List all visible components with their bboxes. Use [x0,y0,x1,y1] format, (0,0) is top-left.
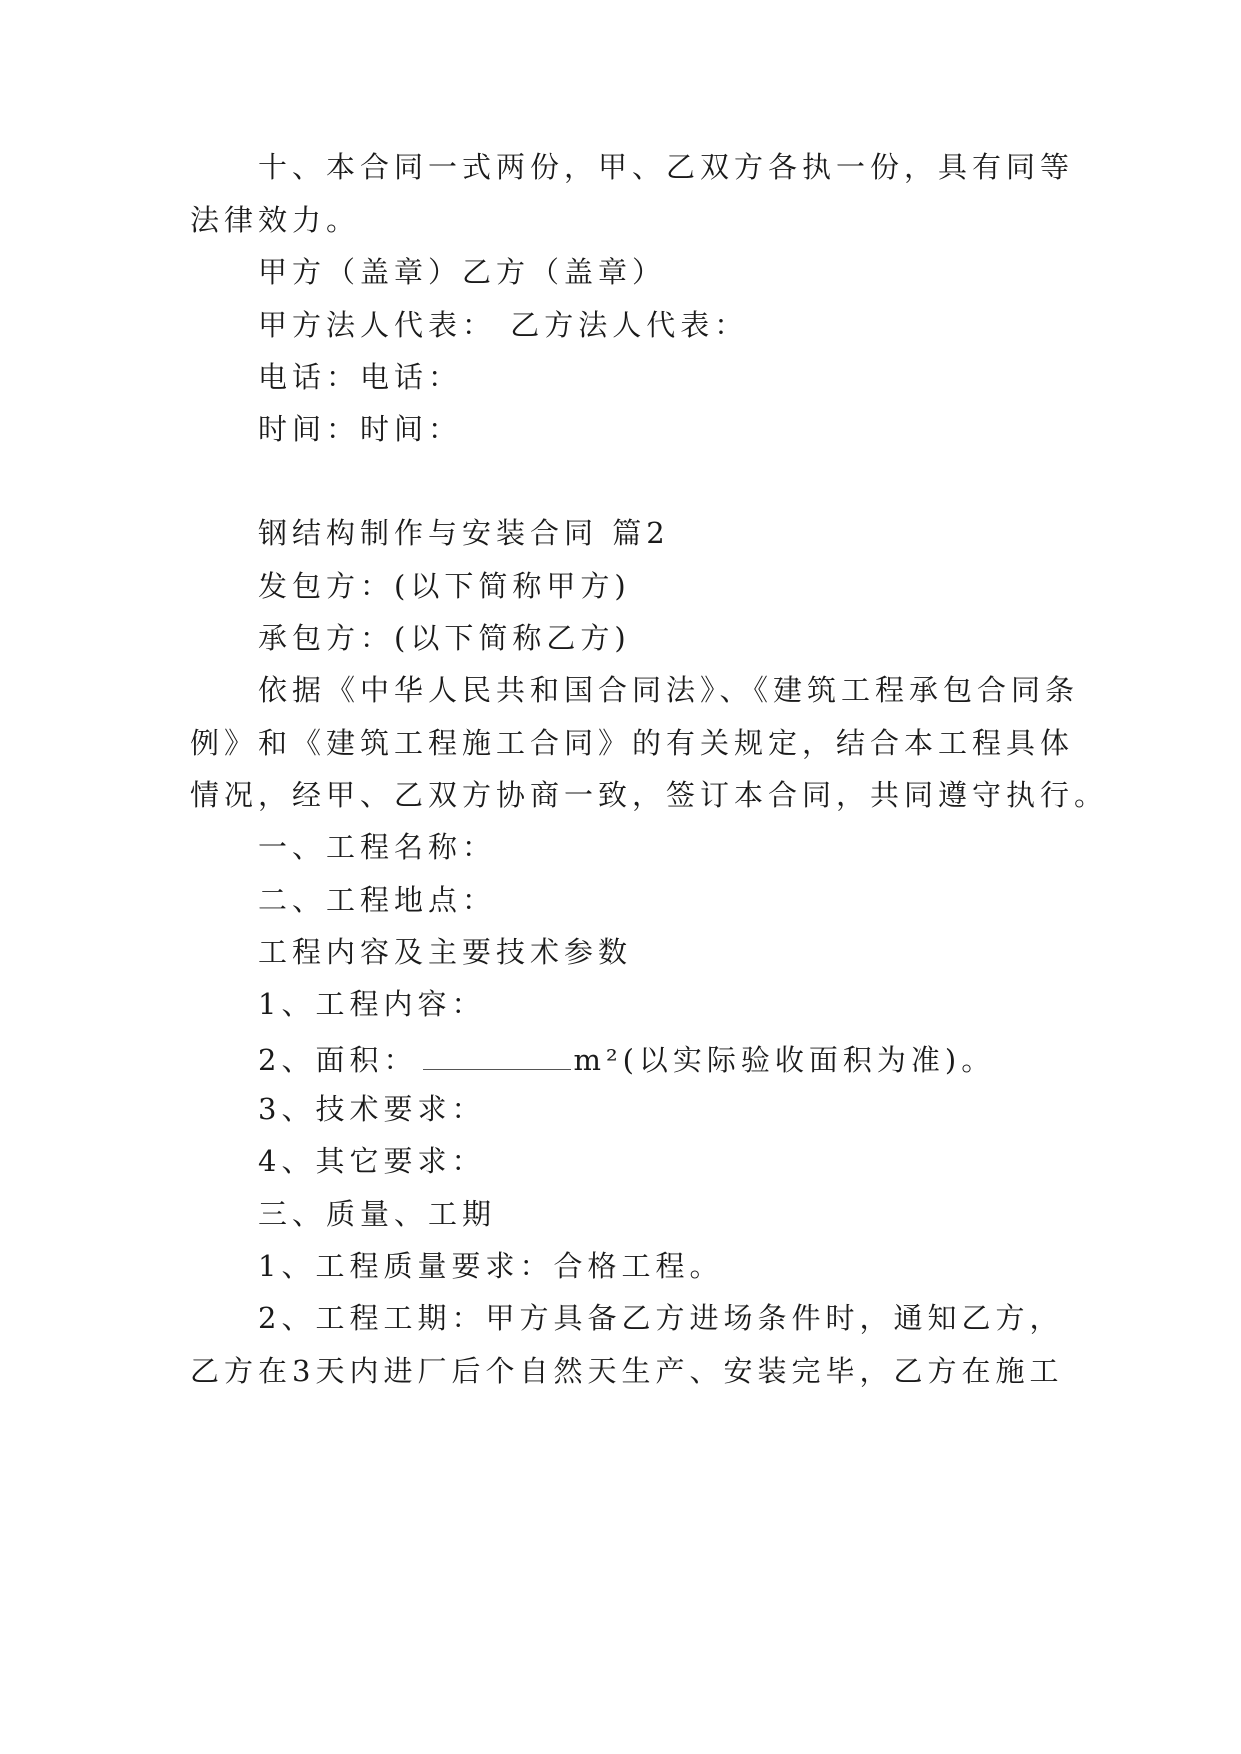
area-label: 2、面积： [258,1043,418,1077]
area-unit-note: m²(以实际验收面积为准)。 [573,1043,996,1077]
subcontractor-line: 承包方：(以下简称乙方) [258,621,631,655]
date-line: 时间：时间： [258,412,463,446]
project-content-line: 1、工程内容： [258,987,486,1021]
contractor-line: 发包方：(以下简称甲方) [258,569,631,603]
other-requirements-line: 4、其它要求： [258,1144,486,1178]
quality-schedule-heading: 三、质量、工期 [258,1197,497,1231]
project-name-line: 一、工程名称： [258,830,497,864]
tech-requirements-line: 3、技术要求： [258,1092,486,1126]
basis-line-3: 情况，经甲、乙双方协商一致，签订本合同，共同遵守执行。 [190,778,1109,812]
phone-line: 电话：电话： [258,360,463,394]
project-location-line: 二、工程地点： [258,883,497,917]
basis-line-2: 例》和《建筑工程施工合同》的有关规定，结合本工程具体 [190,726,1075,760]
section-title: 钢结构制作与安装合同 篇2 [258,516,670,550]
basis-line-1: 依据《中华人民共和国合同法》、《建筑工程承包合同条 [258,673,1080,707]
schedule-line-1: 2、工程工期：甲方具备乙方进场条件时，通知乙方， [258,1301,1064,1335]
schedule-line-2: 乙方在3天内进厂后个自然天生产、安装完毕，乙方在施工 [190,1354,1064,1388]
area-blank [423,1043,571,1070]
clause-10-line-2: 法律效力。 [190,203,361,237]
legal-rep-line: 甲方法人代表： 乙方法人代表： [258,308,749,342]
clause-10-line-1: 十、本合同一式两份，甲、乙双方各执一份，具有同等 [258,150,1075,184]
area-line [258,1043,995,1075]
project-params-heading: 工程内容及主要技术参数 [258,935,633,969]
quality-requirement-line: 1、工程质量要求：合格工程。 [258,1249,724,1283]
seal-line: 甲方（盖章）乙方（盖章） [258,255,667,289]
